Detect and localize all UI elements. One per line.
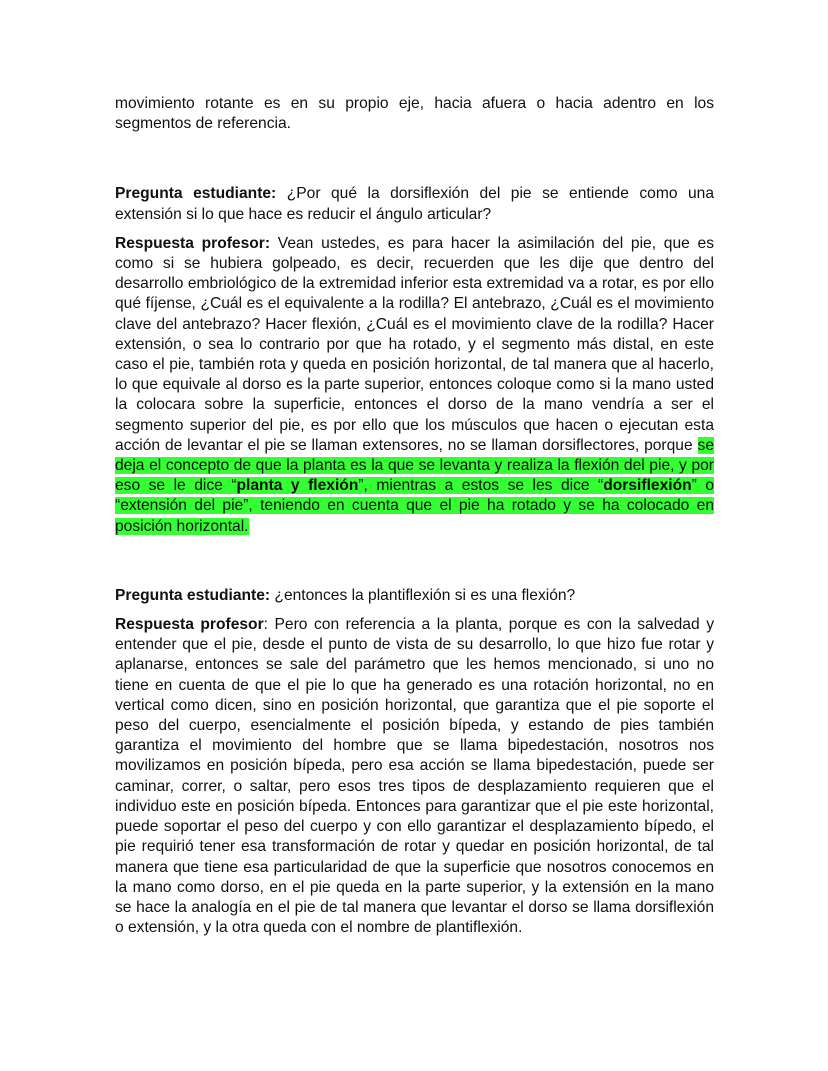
- answer-label: Respuesta profesor: [115, 616, 264, 634]
- question-text: ¿entonces la plantiflexión si es una flexión?: [270, 586, 576, 604]
- professor-answer-1: [115, 234, 714, 537]
- professor-answer-2: [115, 615, 714, 938]
- intro-text: movimiento rotante es en su propio eje, hacia afuera o hacia adentro en los segmentos de referencia.: [115, 95, 714, 133]
- answer-text: Vean ustedes, es para hacer la asimilación del pie, que es como si se hubiera golpeado, es decir, recuerden que les dije que dentro del desarrollo embriológico de la extremidad inferior esta extremidad va a rotar, es por ello qué fíjense, ¿Cuál es el equivalente a la rodilla? El antebrazo, ¿Cuál es el movimiento clave del antebrazo? Hacer flexión, ¿Cuál es el movimiento clave de la rodilla? Hacer extensión, o sea lo contrario por que ha rotado, y el segmento más distal, en este caso el pie, también rota y queda en posición horizontal, de tal manera que al hacerlo, lo que equivale al dorso es la parte superior, entonces coloque como si la mano usted la colocara sobre la superficie, entonces el dorso de la mano vendría a ser el segmento superior del pie, es por ello que los músculos que hacen o ejecutan esta acción de levantar el pie se llaman extensores, no se llaman dorsiflectores, porque: [115, 234, 714, 454]
- student-question-2: [115, 586, 714, 606]
- student-question-1: [115, 184, 714, 224]
- question-text: ¿Por qué la dorsiflexión del pie se entiende como una extensión si lo que hace es reducir el ángulo articular?: [115, 185, 714, 223]
- answer-label: Respuesta profesor:: [115, 234, 271, 252]
- question-label: Pregunta estudiante:: [115, 185, 277, 203]
- answer-text: : Pero con referencia a la planta, porque es con la salvedad y entender que el pie, desde el punto de vista de su desarrollo, lo que hizo fue rotar y aplanarse, entonces se sale del parámetro que les hemos mencionado, si uno no tiene en cuenta de que el pie lo que ha generado es una rotación horizontal, no en vertical como dicen, sino en posición horizontal, que garantiza que el pie soporte el peso del cuerpo, esencialmente el posición bípeda, y estando de pies también garantiza el movimiento del hombre que se llama bipedestación, nosotros nos movilizamos en posición bípeda, pero esa acción se llama bipedestación, puede ser caminar, correr, o saltar, pero esos tres tipos de desplazamiento requieren que el individuo este en posición bípeda. Entonces para garantizar que el pie este horizontal, puede soportar el peso del cuerpo y con ello garantizar el desplazamiento bípedo, el pie requirió tener esa transformación de rotar y quedar en posición horizontal, de tal manera que tiene esa particularidad de que la superficie que nosotros conocemos en la mano como dorso, en el pie queda en la parte superior, y la extensión en la mano se hace la analogía en el pie de tal manera que levantar el dorso se llama dorsiflexión o extensión, y la otra queda con el nombre de plantiflexión.: [115, 616, 714, 937]
- highlight-part-1: se deja el concepto de que la planta es la que se levanta y realiza la flexión del pie, y por eso se le dice “: [115, 436, 714, 495]
- highlight-bold-term-1: planta y flexión: [236, 477, 359, 495]
- highlight-bold-term-2: dorsiflexión: [603, 477, 692, 495]
- intro-paragraph: [115, 94, 714, 134]
- question-label: Pregunta estudiante:: [115, 586, 271, 604]
- document-page: [115, 94, 714, 938]
- highlight-part-3: ” o “extensión del pie”, teniendo en cuenta que el pie ha rotado y se ha colocado en posición horizontal.: [115, 477, 714, 535]
- highlight-part-2: ”, mientras a estos se les dice “: [358, 477, 604, 495]
